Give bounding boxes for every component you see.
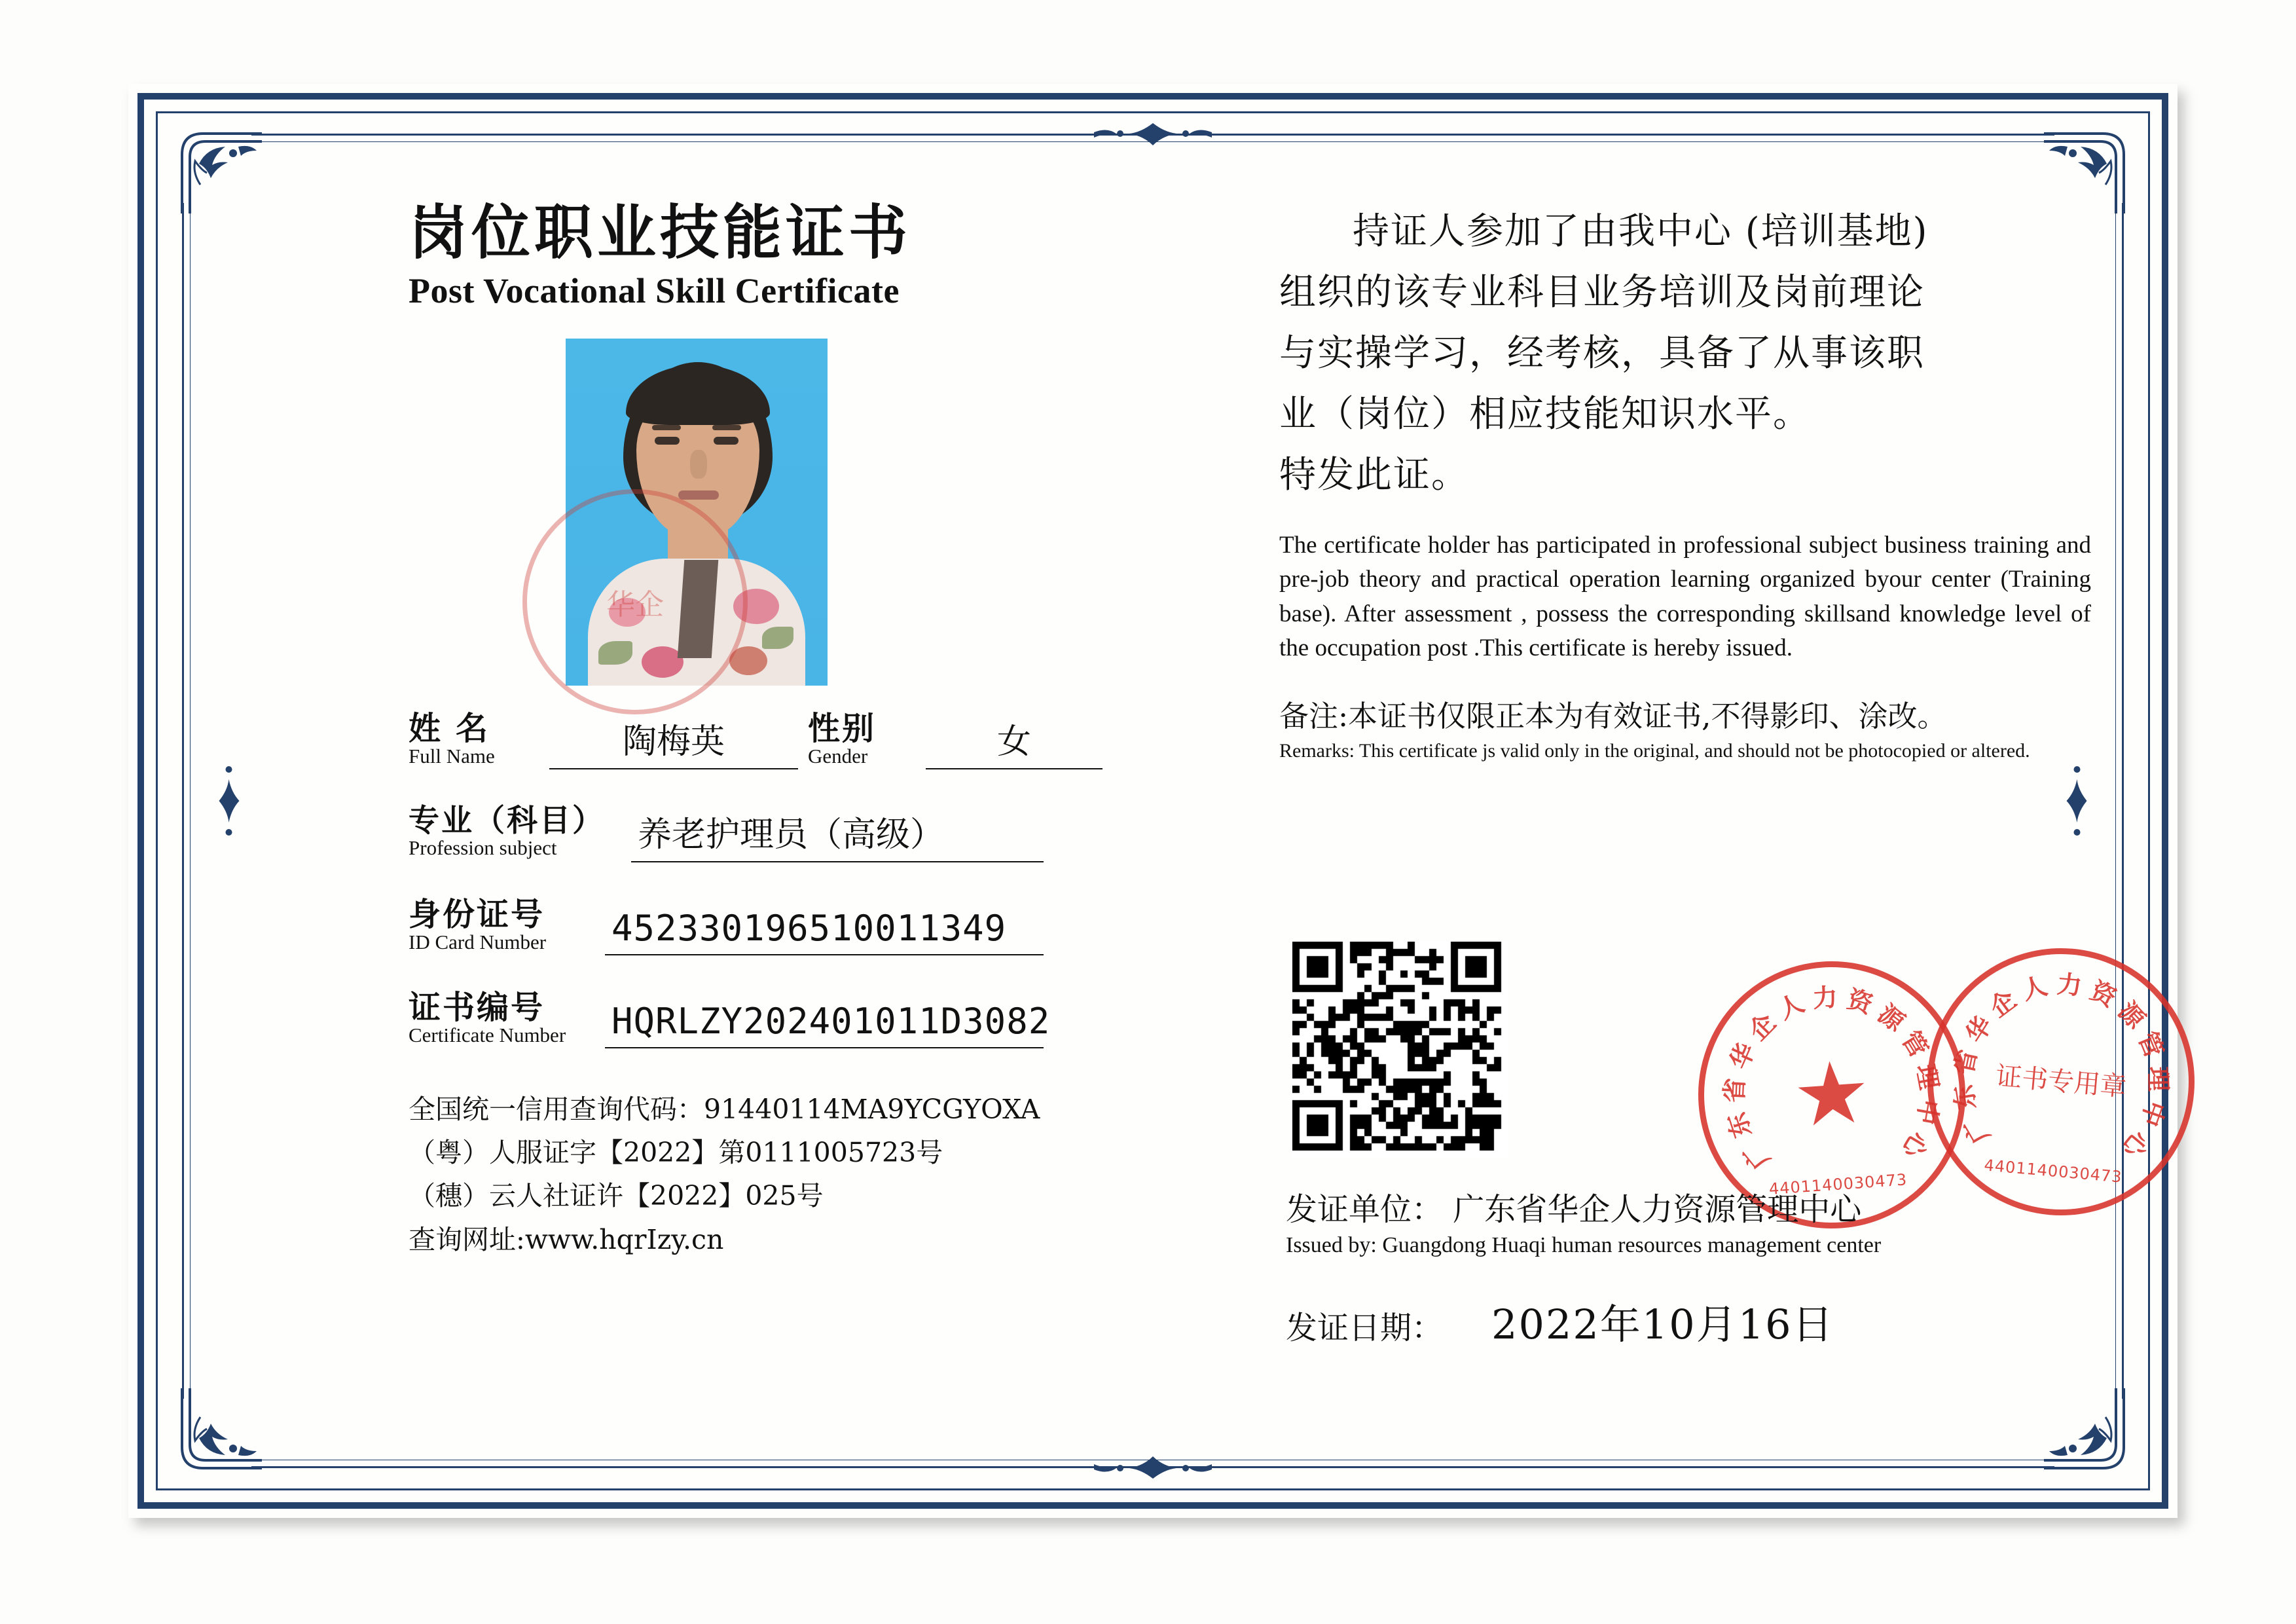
body-text-cn-line: 持证人参加了由我中心 (培训基地) [1353, 210, 1929, 253]
body-text-cn-line: 与实操学习，经考核，具备了从事该职 [1279, 331, 1925, 375]
right-column [1279, 202, 2174, 1348]
portrait-pattern-leaf [762, 627, 793, 649]
field-row-name [409, 708, 1220, 779]
label-id-card [409, 895, 605, 954]
frame-thin-line-left [190, 203, 191, 1399]
field-row-profession [409, 801, 1220, 872]
label-profession-en: Profession subject [409, 836, 557, 859]
star-icon: ★ [1789, 1044, 1874, 1145]
footer-note-line: 全国统一信用查询代码：91440114MA9YCGYOXA [409, 1093, 1040, 1125]
seal-bottom-text: 4401140030473 [1983, 1156, 2123, 1187]
portrait-mouth [678, 490, 719, 500]
label-certificate-number-en: Certificate Number [409, 1023, 566, 1046]
seal-arc-text: 广 东 省 华 企 人 力 资 源 管 理 中 心 [1719, 982, 1945, 1175]
portrait-pattern-flower [642, 646, 683, 678]
footer-note-website: 查询网址:www.hqrIzy.cn [409, 1223, 724, 1255]
portrait-pattern-leaf [598, 641, 632, 665]
value-id-card: 452330196510011349 [605, 908, 1044, 955]
issue-date-block [1286, 1292, 2137, 1350]
portrait-pattern-flower [729, 646, 767, 675]
portrait-fringe [626, 365, 770, 425]
value-certificate-number: HQRLZY202401011D3082 [605, 1001, 1044, 1048]
label-full-name [409, 709, 553, 768]
frame-line-left [182, 203, 184, 1399]
label-gender-en: Gender [808, 744, 868, 767]
footer-note-line: （粤）人服证字【2022】第0111005723号 [409, 1136, 943, 1168]
issuer-value-cn: 广东省华企人力资源管理中心 [1453, 1191, 1862, 1228]
issuer-cn [1286, 1184, 2137, 1229]
certificate-content [206, 156, 2174, 1446]
body-text-cn-line: 特发此证。 [1279, 453, 1469, 496]
issuer-label-cn: 发证单位： [1286, 1191, 1444, 1228]
photo-overlay-seal-text: 华企 [606, 587, 664, 621]
portrait-pattern-flower [733, 589, 779, 624]
issuer-value-en: Guangdong Huaqi human resources management center [1382, 1233, 1882, 1257]
certificate-title-cn: 岗位职业技能证书 [409, 198, 911, 267]
qr-code-icon[interactable] [1292, 942, 1508, 1158]
issuer-en [1286, 1233, 2137, 1258]
portrait-pattern-flower [609, 598, 646, 627]
label-certificate-number-cn: 证书编号 [409, 987, 545, 1026]
certificate-paper [128, 84, 2178, 1518]
issue-date-label: 发证日期： [1286, 1310, 1444, 1346]
portrait-brow-right [712, 425, 741, 430]
issuer-block [1286, 1184, 2137, 1258]
label-id-card-en: ID Card Number [409, 930, 547, 953]
seal-arc-text: 广 东 省 华 企 人 力 资 源 管 理 中 心 [1948, 969, 2174, 1164]
portrait-eye-right [714, 437, 738, 445]
portrait-nose [690, 450, 707, 479]
label-full-name-en: Full Name [409, 744, 495, 767]
remark-cn: 备注:本证书仅限正本为有效证书,不得影印、涂改。 [1279, 698, 1947, 733]
label-profession [409, 802, 631, 859]
label-certificate-number [409, 987, 605, 1047]
portrait-brow-left [652, 425, 681, 430]
seal-center-text: 证书专用章 [1994, 1061, 2128, 1103]
field-row-id-card [409, 894, 1220, 965]
seal-bottom-text: 4401140030473 [1768, 1170, 1908, 1199]
issue-date-value: 2022年10月16日 [1491, 1301, 1834, 1348]
body-text-cn-line: 业（岗位）相应技能知识水平。 [1279, 392, 1811, 435]
body-text-en: The certificate holder has participated in professional subject business training and pre-job theory and practical operation learning organized byour center (Training base). After assessment , possess the corresponding skillsand knowledge level of the occupation post .This certificate is hereby issued. [1279, 531, 2091, 662]
label-full-name-cn: 姓 名 [409, 709, 490, 747]
value-gender: 女 [926, 714, 1102, 769]
official-seal [1916, 937, 2206, 1227]
label-gender-cn: 性别 [808, 709, 877, 747]
footer-note-line: （穗）云人社证许【2022】025号 [409, 1180, 824, 1212]
value-full-name: 陶梅英 [549, 714, 798, 769]
field-row-certificate-number [409, 987, 1220, 1058]
label-gender [808, 709, 939, 768]
remark-en: Remarks: This certificate js valid only in the original, and should not be photocopied or altered. [1279, 739, 2030, 762]
qr-code-canvas [1292, 942, 1508, 1158]
edge-ornament-icon [1081, 120, 1225, 159]
portrait-image [566, 339, 828, 686]
portrait-eye-left [655, 437, 680, 445]
label-profession-cn: 专业（科目） [409, 802, 605, 839]
edge-ornament-icon [1081, 1443, 1225, 1481]
footer-notes [409, 1088, 1220, 1262]
body-text-cn [1279, 202, 2130, 506]
certificate-title-en: Post Vocational Skill Certificate [409, 270, 900, 310]
issuer-label-en: Issued by: [1286, 1233, 1377, 1257]
body-text-cn-line: 组织的该专业科目业务培训及岗前理论 [1279, 270, 1925, 314]
portrait-collar [678, 560, 718, 658]
holder-photo [566, 339, 828, 686]
left-column [409, 198, 1220, 1261]
label-id-card-cn: 身份证号 [409, 895, 545, 933]
value-profession: 养老护理员（高级） [631, 807, 1044, 862]
